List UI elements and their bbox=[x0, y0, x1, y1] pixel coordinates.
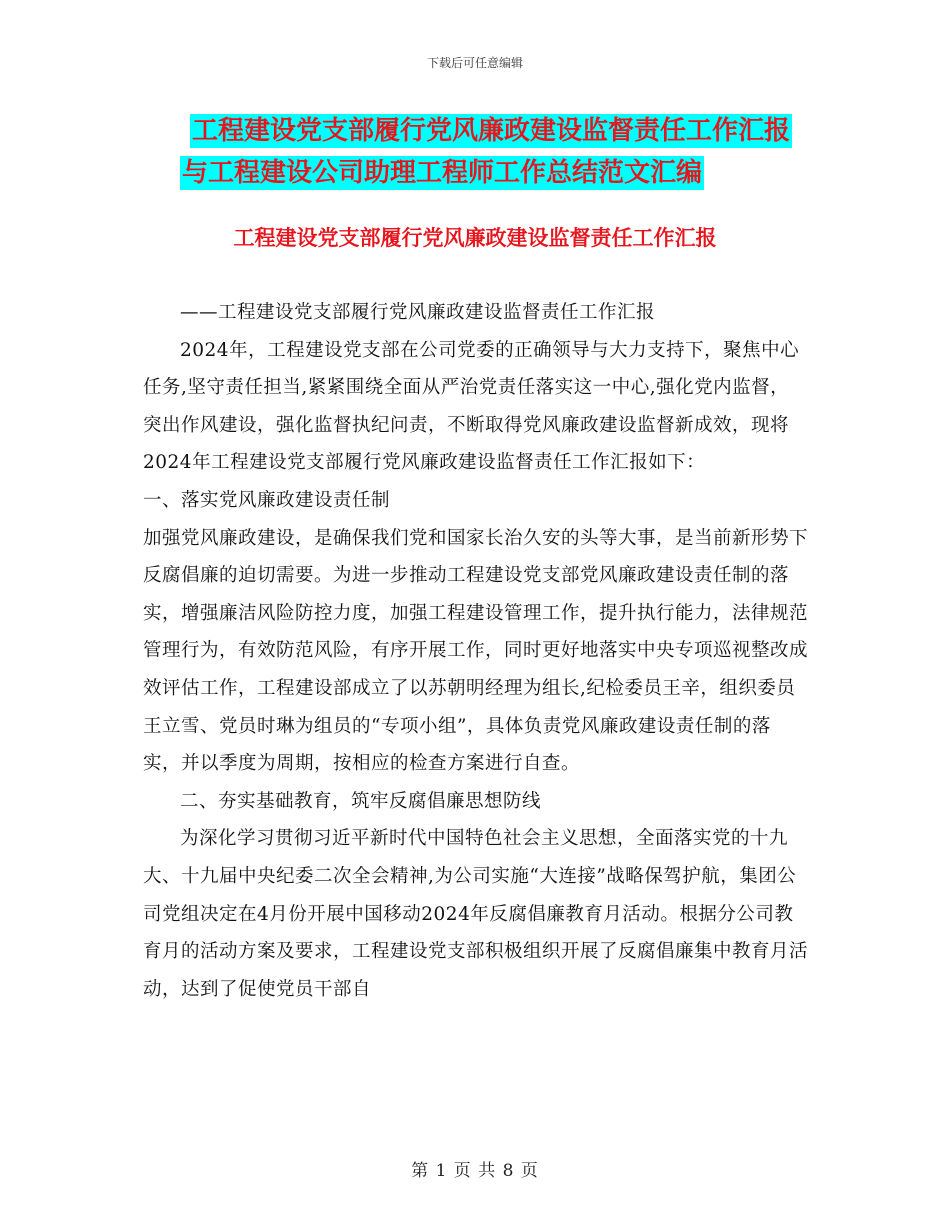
section-heading-1: 一、落实党风廉政建设责任制 bbox=[143, 489, 391, 511]
section-heading-2: 二、夯实基础教育，筑牢反腐倡廉思想防线 bbox=[180, 790, 542, 812]
page-number-footer: 第 1 页 共 8 页 bbox=[411, 1161, 539, 1181]
subtitle-paragraph: ——工程建设党支部履行党风廉政建设监督责任工作汇报 bbox=[180, 302, 656, 323]
header-note: 下载后可任意编辑 bbox=[426, 56, 523, 70]
document-title-line-1: 工程建设党支部履行党风廉政建设监督责任工作汇报 bbox=[192, 116, 791, 146]
document-title-line-2: 与工程建设公司助理工程师工作总结范文汇编 bbox=[182, 158, 703, 188]
body-paragraph: 加强党风廉政建设，是确保我们党和国家长治久安的头等大事，是当前新形势下反腐倡廉的迫切需要。为进一步推动工程建设党支部党风廉政建设责任制的落实，增强廉洁风险防控力度，加强工程建设管理工作，提升执行能力，法律规范管理行为，有效防范风险，有序开展工作，同时更好地落实中央专项巡视整改成效评估工作，工程建设部成立了以苏朝明经理为组长,纪检委员王辛，组织委员王立雪、党员时琳为组员的“专项小组”，具体负责党风廉政建设责任制的落实，并以季度为周期，按相应的检查方案进行自查。 bbox=[143, 527, 809, 775]
body-paragraph: 为深化学习贯彻习近平新时代中国特色社会主义思想，全面落实党的十九大、十九届中央纪委二次全会精神,为公司实施“大连接”战略保驾护航，集团公司党组决定在4月份开展中国移动2024年反腐倡廉教育月活动。根据分公司教育月的活动方案及要求，工程建设党支部积极组织开展了反腐倡廉集中教育月活动，达到了促使党员干部自 bbox=[143, 828, 809, 1000]
body-paragraph: 2024年，工程建设党支部在公司党委的正确领导与大力支持下，聚焦中心任务,坚守责任担当,紧紧围绕全面从严治党责任落实这一中心,强化党内监督，突出作风建设，强化监督执纪问责，不断取得党风廉政建设监督新成效，现将2024年工程建设党支部履行党风廉政建设监督责任工作汇报如下： bbox=[143, 339, 800, 474]
section-title: 工程建设党支部履行党风廉政建设监督责任工作汇报 bbox=[233, 226, 717, 250]
document-body bbox=[143, 294, 808, 1008]
